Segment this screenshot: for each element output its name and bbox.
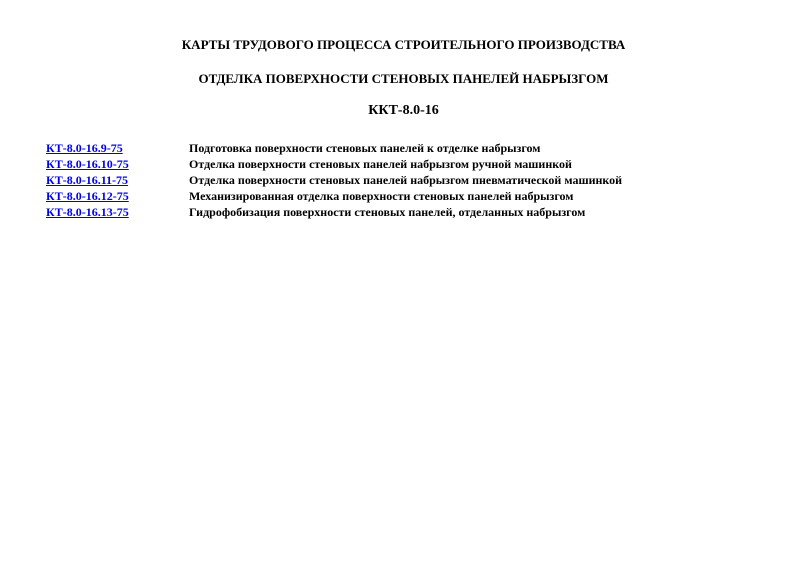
- list-item: [46, 204, 766, 220]
- document-subtitle: ОТДЕЛКА ПОВЕРХНОСТИ СТЕНОВЫХ ПАНЕЛЕЙ НАБРЫЗГОМ: [198, 71, 609, 86]
- document-link[interactable]: КТ-8.0-16.10-75: [46, 157, 129, 171]
- document-item-title: Механизированная отделка поверхности стеновых панелей набрызгом: [189, 189, 574, 203]
- list-item: [46, 140, 766, 156]
- list-item: [46, 156, 766, 172]
- document-item-title: Отделка поверхности стеновых панелей набрызгом ручной машинкой: [189, 157, 572, 171]
- document-link[interactable]: КТ-8.0-16.9-75: [46, 141, 123, 155]
- document-code: ККТ-8.0-16: [368, 103, 439, 118]
- document-link[interactable]: КТ-8.0-16.13-75: [46, 205, 129, 219]
- document-link[interactable]: КТ-8.0-16.12-75: [46, 189, 129, 203]
- list-item: [46, 172, 766, 188]
- document-item-title: Подготовка поверхности стеновых панелей к отделке набрызгом: [189, 141, 541, 155]
- document-item-title: Отделка поверхности стеновых панелей набрызгом пневматической машинкой: [189, 173, 623, 187]
- document-item-title: Гидрофобизация поверхности стеновых панелей, отделанных набрызгом: [189, 205, 586, 219]
- document-list: [46, 140, 766, 220]
- list-item: [46, 188, 766, 204]
- document-title: КАРТЫ ТРУДОВОГО ПРОЦЕССА СТРОИТЕЛЬНОГО ПРОИЗВОДСТВА: [181, 37, 626, 52]
- document-link[interactable]: КТ-8.0-16.11-75: [46, 173, 129, 187]
